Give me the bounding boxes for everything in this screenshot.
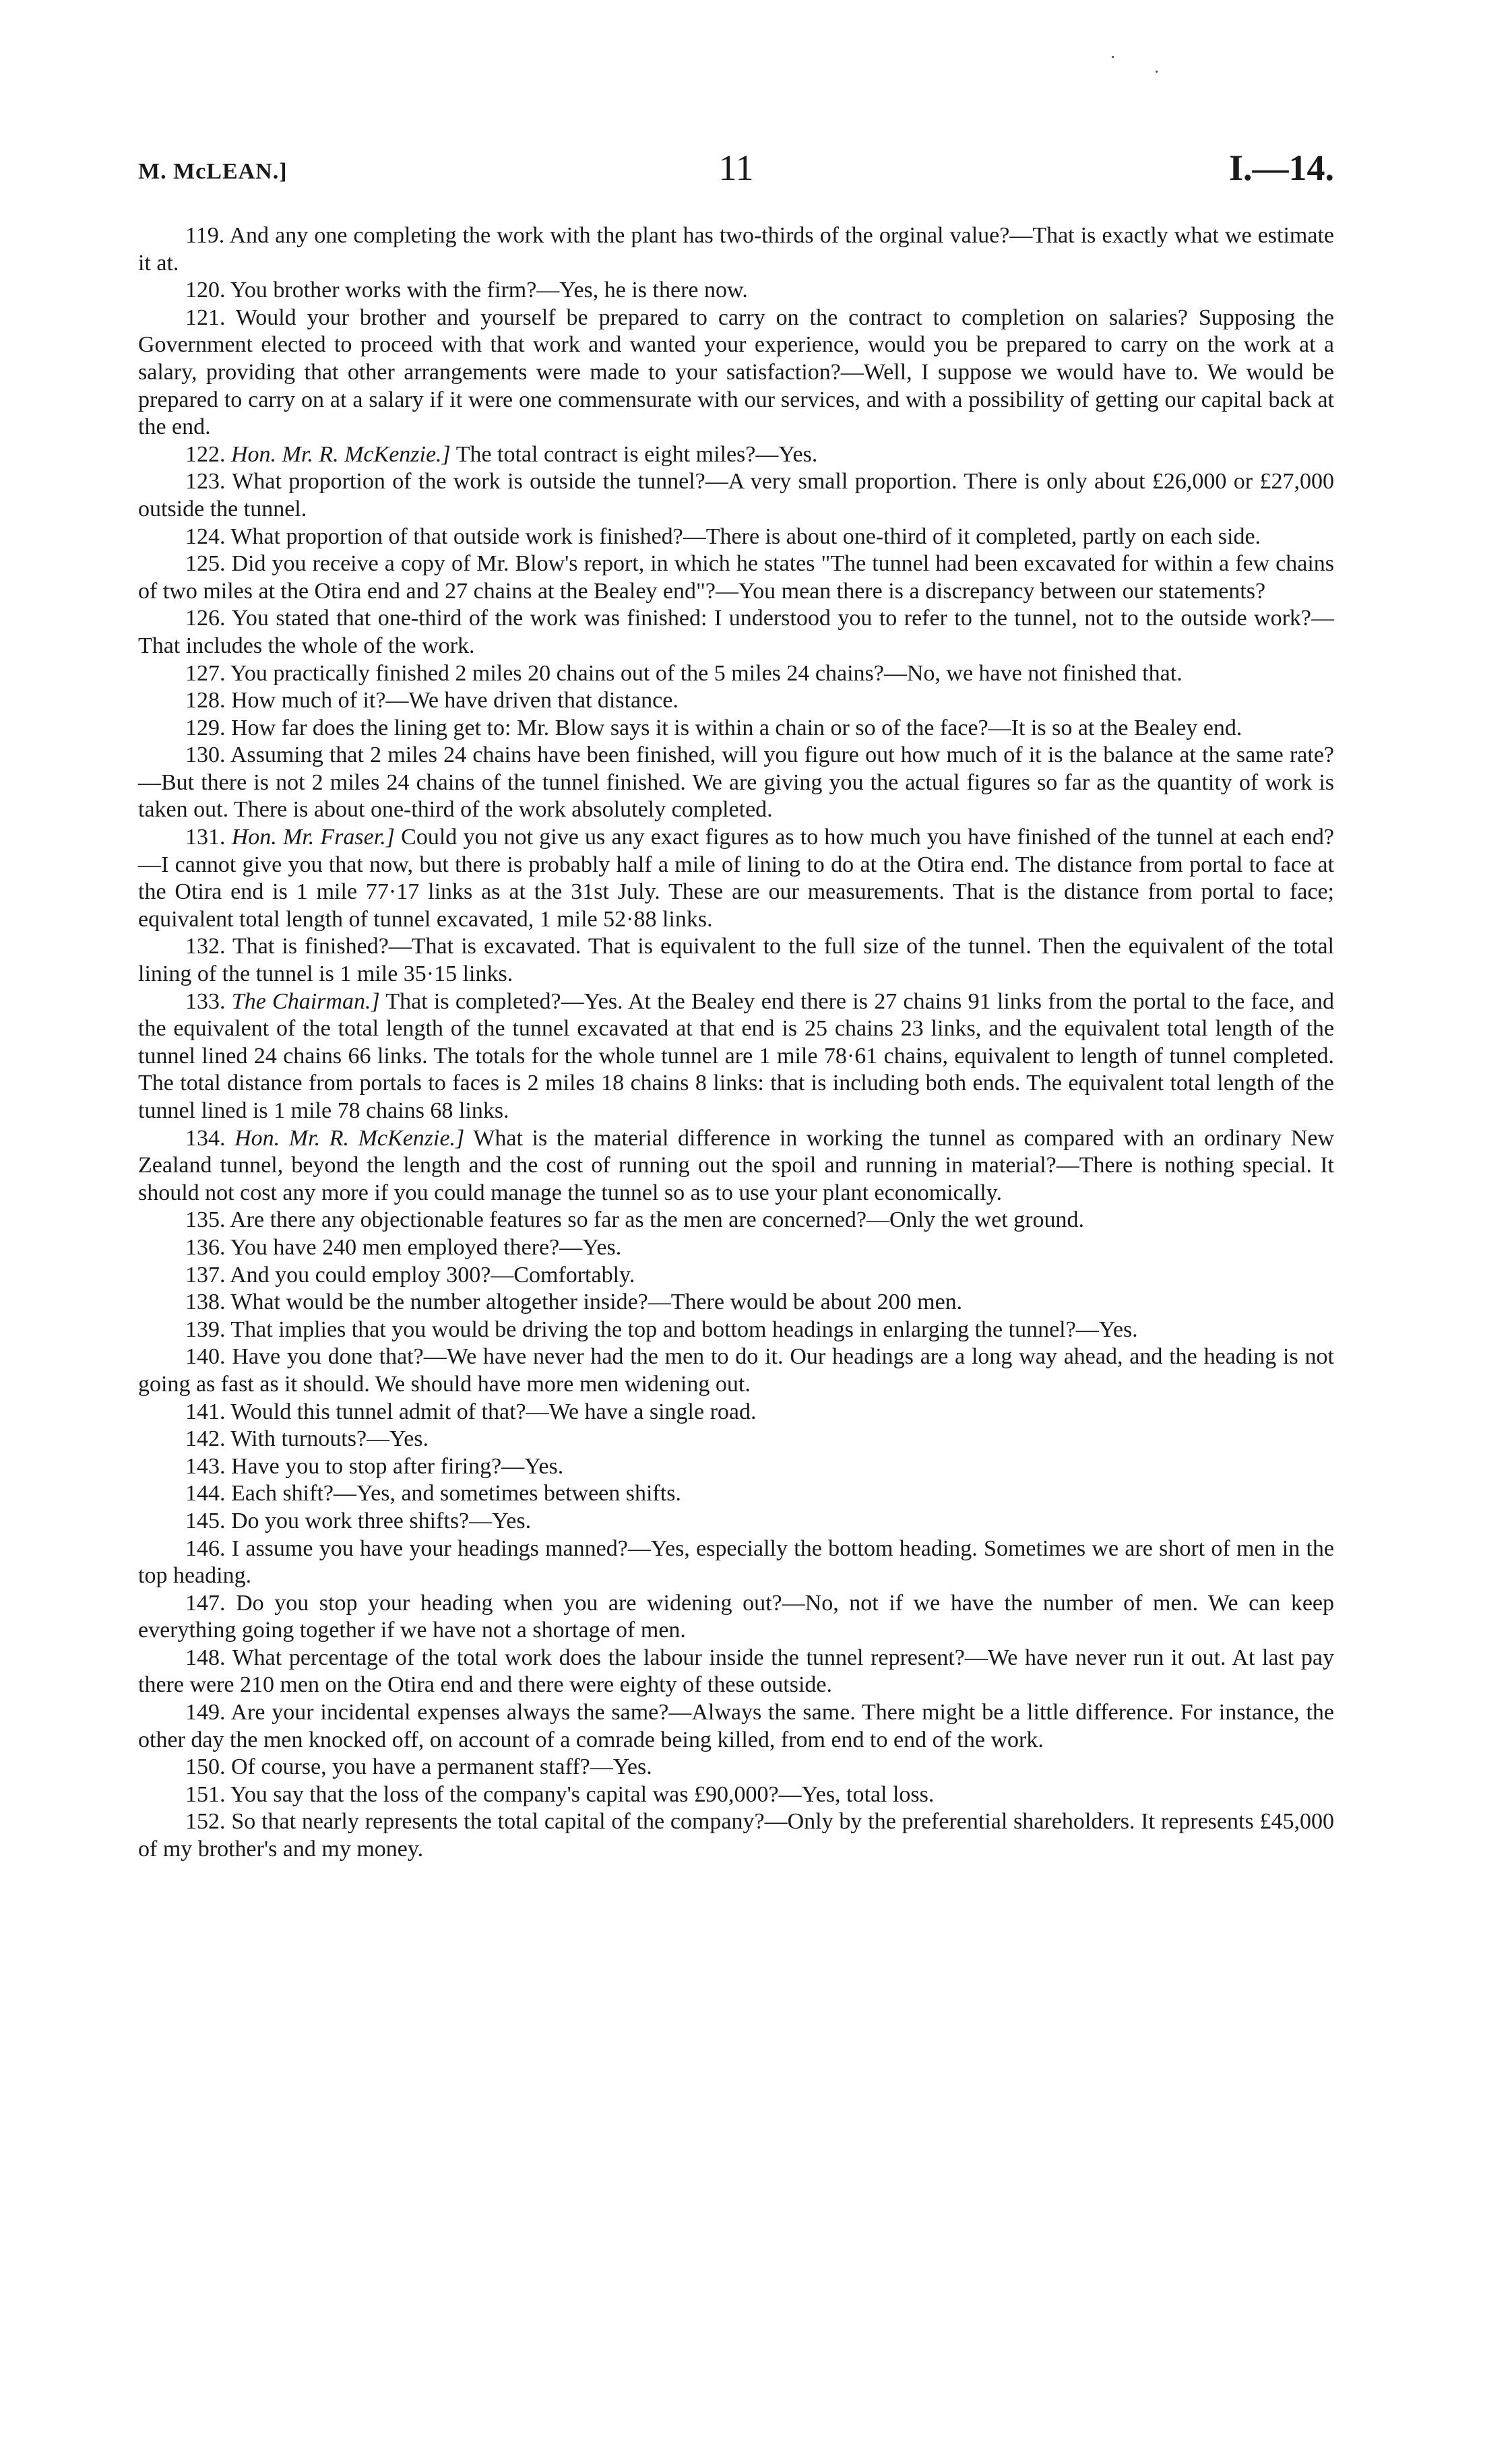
question-number: 143. bbox=[185, 1453, 226, 1479]
question-number: 122. bbox=[185, 441, 226, 467]
question-text: That implies that you would be driving the top and bottom headings in enlarging the tunnel?—Yes. bbox=[230, 1316, 1138, 1342]
question-number: 145. bbox=[185, 1508, 226, 1533]
question-text: Assuming that 2 miles 24 chains have been finished, will you figure out how much of it is the balance at the same rate?—But there is not 2 miles 24 chains of the tunnel finished. We are giving you the actual figures so far as the quantity of work is taken out. There is about one-third of the work absolutely completed. bbox=[138, 742, 1335, 823]
question-number: 134. bbox=[185, 1125, 226, 1151]
question-paragraph bbox=[138, 605, 1334, 660]
question-paragraph bbox=[138, 660, 1334, 688]
question-paragraph bbox=[138, 1289, 1334, 1316]
page-number: 11 bbox=[718, 148, 754, 188]
question-number: 137. bbox=[185, 1262, 226, 1288]
question-paragraph bbox=[138, 277, 1334, 305]
question-text: What proportion of the work is outside the tunnel?—A very small proportion. There is only about £26,000 or £27,000 outside the tunnel. bbox=[138, 469, 1334, 521]
question-paragraph bbox=[138, 468, 1334, 523]
question-text: Do you work three shifts?—Yes. bbox=[231, 1508, 532, 1533]
scan-mark: · bbox=[1154, 62, 1160, 83]
question-text: And any one completing the work with the plant has two-thirds of the orginal value?—That is exactly what we estimate it at. bbox=[138, 223, 1334, 276]
question-text: Of course, you have a permanent staff?—Yes. bbox=[231, 1754, 652, 1780]
question-number: 130. bbox=[185, 742, 226, 768]
question-paragraph bbox=[138, 1234, 1334, 1262]
question-text: You have 240 men employed there?—Yes. bbox=[230, 1234, 622, 1260]
speaker-name: Hon. Mr. Fraser.] bbox=[231, 825, 395, 850]
page-header bbox=[138, 147, 1334, 194]
question-text: Are your incidental expenses always the same?—Always the same. There might be a little difference. For instance, the other day the men knocked off, on account of a comrade being killed, from end to end of the work. bbox=[138, 1700, 1334, 1752]
question-text: Would your brother and yourself be prepared to carry on the contract to completion on salaries? Supposing the Government elected to proceed with that work and wanted your experience, would you be prepared to carry on the work at a salary, providing that other arrangements were made to your satisfaction?—Well, I suppose we would have to. We would be prepared to carry on at a salary if it were one commensurate with our services, and with a possibility of getting our capital back at the end. bbox=[138, 305, 1334, 440]
question-number: 129. bbox=[185, 715, 226, 740]
question-number: 140. bbox=[185, 1344, 226, 1370]
question-number: 124. bbox=[185, 524, 226, 549]
question-number: 139. bbox=[185, 1316, 226, 1342]
question-paragraph bbox=[138, 1207, 1334, 1234]
question-text: You say that the loss of the company's capital was £90,000?—Yes, total loss. bbox=[230, 1781, 935, 1807]
question-number: 150. bbox=[185, 1754, 226, 1780]
question-paragraph bbox=[138, 1262, 1334, 1290]
question-number: 147. bbox=[185, 1590, 226, 1616]
speaker-name: The Chairman.] bbox=[231, 988, 380, 1014]
question-text: With turnouts?—Yes. bbox=[230, 1426, 429, 1452]
question-paragraph bbox=[138, 1754, 1334, 1781]
question-text: What would be the number altogether inside?—There would be about 200 men. bbox=[230, 1290, 963, 1315]
question-text: So that nearly represents the total capital of the company?—Only by the preferential shareholders. It represents £45,000 of my brother's and my money. bbox=[138, 1809, 1335, 1862]
question-paragraph bbox=[138, 550, 1334, 605]
question-number: 133. bbox=[185, 988, 226, 1014]
question-paragraph bbox=[138, 1125, 1334, 1207]
question-number: 132. bbox=[185, 934, 226, 959]
witness-name: M. McLEAN.] bbox=[138, 159, 288, 184]
question-number: 127. bbox=[185, 660, 226, 686]
question-paragraph bbox=[138, 441, 1334, 469]
question-text: Would this tunnel admit of that?—We have a single road. bbox=[230, 1399, 757, 1424]
question-text: Do you stop your heading when you are widening out?—No, not if we have the number of men. We can keep everything going together if we have not a shortage of men. bbox=[138, 1590, 1334, 1643]
question-number: 126. bbox=[185, 606, 226, 631]
question-number: 128. bbox=[185, 688, 226, 713]
question-paragraph bbox=[138, 1590, 1334, 1645]
question-text: Each shift?—Yes, and sometimes between shifts. bbox=[231, 1481, 681, 1506]
question-paragraph bbox=[138, 1399, 1334, 1426]
question-text: That is finished?—That is excavated. That is equivalent to the full size of the tunnel. Then the equivalent of the total lining of the tunnel is 1 mile 35·15 links. bbox=[138, 934, 1334, 987]
question-paragraph bbox=[138, 715, 1334, 742]
question-paragraph bbox=[138, 1645, 1334, 1699]
question-text: Have you to stop after firing?—Yes. bbox=[231, 1453, 564, 1479]
question-paragraph bbox=[138, 988, 1334, 1125]
evidence-body bbox=[138, 222, 1334, 1864]
question-number: 146. bbox=[185, 1535, 226, 1561]
question-paragraph bbox=[138, 1535, 1334, 1590]
question-number: 123. bbox=[185, 469, 226, 495]
question-number: 120. bbox=[185, 278, 226, 303]
question-paragraph bbox=[138, 1343, 1334, 1398]
question-text: And you could employ 300?—Comfortably. bbox=[230, 1262, 635, 1288]
question-paragraph bbox=[138, 1699, 1334, 1754]
question-paragraph bbox=[138, 1808, 1334, 1863]
question-paragraph bbox=[138, 1480, 1334, 1508]
question-text: What proportion of that outside work is finished?—There is about one-third of it completed, partly on each side. bbox=[230, 524, 1261, 549]
question-text: What is the material difference in working the tunnel as compared with an ordinary New Zealand tunnel, beyond the length and the cost of running out the spoil and running in material?—There is nothing special. It should not cost any more if you could manage the tunnel so as to use your plant economically. bbox=[138, 1125, 1334, 1205]
question-paragraph bbox=[138, 1453, 1334, 1481]
question-number: 151. bbox=[185, 1781, 226, 1807]
scan-mark: . bbox=[1110, 42, 1115, 63]
question-text: Are there any objectionable features so far as the men are concerned?—Only the wet ground. bbox=[230, 1207, 1084, 1233]
speaker-name: Hon. Mr. R. McKenzie.] bbox=[234, 1125, 465, 1151]
question-text: How much of it?—We have driven that distance. bbox=[231, 688, 679, 713]
question-paragraph bbox=[138, 1426, 1334, 1453]
speaker-name: Hon. Mr. R. McKenzie.] bbox=[231, 441, 451, 467]
question-text: Have you done that?—We have never had the men to do it. Our headings are a long way ahead, and the heading is not going as fast as it should. We should have more men widening out. bbox=[138, 1344, 1334, 1397]
question-number: 121. bbox=[185, 305, 226, 330]
question-text: Did you receive a copy of Mr. Blow's report, in which he states "The tunnel had been excavated for within a few chains of two miles at the Otira end and 27 chains at the Bealey end"?—You mean there is a discrepancy between our statements? bbox=[138, 551, 1335, 604]
question-text: That is completed?—Yes. At the Bealey end there is 27 chains 91 links from the portal to the face, and the equivalent of the total length of the tunnel excavated at that end is 25 chains 23 links, and the equivalent total length of the tunnel lined 24 chains 66 links. The totals for the whole tunnel are 1 mile 78·61 chains, equivalent to length of tunnel completed. The total distance from portals to faces is 2 miles 18 chains 8 links: that is including both ends. The equivalent total length of the tunnel lined is 1 mile 78 chains 68 links. bbox=[138, 988, 1335, 1123]
question-paragraph bbox=[138, 687, 1334, 715]
question-number: 149. bbox=[185, 1700, 226, 1725]
question-text: Could you not give us any exact figures as to how much you have finished of the tunnel at each end?—I cannot give you that now, but there is probably half a mile of lining to do at the Otira end. The distance from portal to face at the Otira end is 1 mile 77·17 links as at the 31st July. These are our measurements. That is the distance from portal to face; equivalent total length of tunnel excavated, 1 mile 52·88 links. bbox=[138, 825, 1335, 932]
question-paragraph bbox=[138, 742, 1334, 824]
document-reference: I.—14. bbox=[1228, 148, 1334, 188]
question-paragraph bbox=[138, 824, 1334, 933]
question-number: 136. bbox=[185, 1234, 226, 1260]
question-number: 138. bbox=[185, 1290, 226, 1315]
question-paragraph bbox=[138, 524, 1334, 551]
question-paragraph bbox=[138, 1508, 1334, 1535]
question-text: You brother works with the firm?—Yes, he is there now. bbox=[230, 278, 748, 303]
question-number: 131. bbox=[185, 825, 226, 850]
question-text: I assume you have your headings manned?—Yes, especially the bottom heading. Sometimes we are short of men in the top heading. bbox=[138, 1535, 1334, 1589]
question-number: 148. bbox=[185, 1645, 226, 1670]
question-text: What percentage of the total work does the labour inside the tunnel represent?—We have never run it out. At last pay there were 210 men on the Otira end and there were eighty of these outside. bbox=[138, 1645, 1335, 1698]
question-text: How far does the lining get to: Mr. Blow says it is within a chain or so of the face?—It is so at the Bealey end. bbox=[231, 715, 1242, 740]
question-number: 152. bbox=[185, 1809, 226, 1835]
question-paragraph bbox=[138, 222, 1334, 277]
question-paragraph bbox=[138, 1316, 1334, 1344]
question-paragraph bbox=[138, 305, 1334, 441]
question-text: You stated that one-third of the work was finished: I understood you to refer to the tunnel, not to the outside work?—That includes the whole of the work. bbox=[138, 606, 1334, 658]
question-number: 142. bbox=[185, 1426, 226, 1452]
question-paragraph bbox=[138, 933, 1334, 988]
question-paragraph bbox=[138, 1781, 1334, 1809]
question-text: The total contract is eight miles?—Yes. bbox=[455, 441, 818, 467]
question-text: You practically finished 2 miles 20 chains out of the 5 miles 24 chains?—No, we have not finished that. bbox=[230, 660, 1183, 686]
question-number: 141. bbox=[185, 1399, 226, 1424]
question-number: 144. bbox=[185, 1481, 226, 1506]
question-number: 119. bbox=[185, 223, 225, 248]
question-number: 135. bbox=[185, 1207, 226, 1233]
question-number: 125. bbox=[185, 551, 226, 577]
